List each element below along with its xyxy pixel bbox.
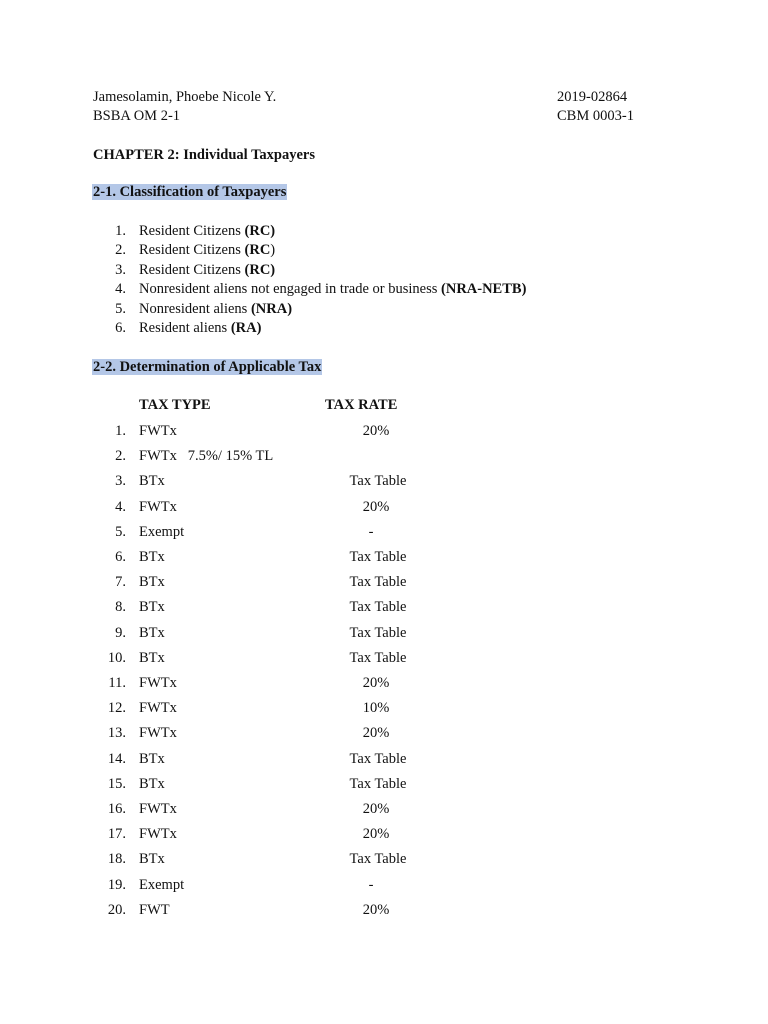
tax-type-cell: FWT: [139, 901, 170, 918]
taxpayer-abbreviation: (RC: [244, 242, 271, 259]
list-item-text: [139, 300, 292, 318]
taxpayer-label: Nonresident aliens not engaged in trade or business: [139, 281, 442, 298]
tax-type-cell: BTx: [139, 775, 165, 792]
tax-rate-cell: -: [368, 523, 374, 540]
tax-type-cell: BTx: [139, 549, 165, 565]
list-item-number: 4.: [115, 281, 126, 298]
row-number: 19.: [107, 876, 126, 893]
tax-rate-cell: 20%: [362, 423, 390, 439]
section-heading-text: 2-2. Determination of Applicable Tax: [93, 359, 322, 375]
list-item-text: [139, 241, 275, 259]
tax-type-cell: FWTx: [139, 423, 177, 439]
tax-type-cell: Exempt: [139, 876, 185, 893]
column-header-tax-type: TAX TYPE: [139, 397, 211, 413]
row-number: 3.: [115, 473, 126, 490]
row-number: 20.: [107, 901, 126, 918]
tax-rate-cell: Tax Table: [349, 851, 407, 868]
taxpayer-label: Resident Citizens: [139, 242, 245, 259]
list-item-number: 1.: [115, 223, 126, 239]
taxpayer-label: Resident Citizens: [139, 261, 245, 278]
row-number: 5.: [115, 523, 126, 540]
row-number: 6.: [115, 549, 126, 565]
tax-rate-cell: Tax Table: [349, 473, 407, 490]
row-number: 11.: [108, 675, 126, 691]
list-item-text: [139, 280, 526, 298]
taxpayer-abbreviation-tail: ): [270, 242, 276, 259]
tax-rate-cell: 20%: [362, 725, 390, 742]
tax-rate-cell: 20%: [362, 901, 390, 918]
list-item-number: 2.: [115, 242, 126, 259]
tax-rate-cell: Tax Table: [349, 775, 407, 792]
chapter-title: CHAPTER 2: Individual Taxpayers: [93, 147, 315, 163]
row-number: 4.: [115, 498, 126, 515]
column-header-tax-rate: TAX RATE: [325, 397, 398, 413]
tax-rate-cell: Tax Table: [349, 624, 407, 641]
tax-type-cell: FWTx: [139, 498, 177, 515]
list-item-number: 6.: [115, 320, 126, 336]
student-name: Jamesolamin, Phoebe Nicole Y.: [93, 89, 277, 105]
tax-type-cell: BTx: [139, 599, 165, 616]
tax-type-cell: FWTx 7.5%/ 15% TL: [139, 448, 274, 465]
row-number: 9.: [115, 624, 126, 641]
list-item-text: [139, 261, 275, 279]
tax-type-cell: BTx: [139, 624, 165, 641]
tax-rate-cell: Tax Table: [349, 750, 407, 767]
tax-rate-cell: Tax Table: [349, 599, 407, 616]
tax-type-cell: FWTx: [139, 801, 177, 817]
row-number: 17.: [107, 826, 126, 843]
row-number: 1.: [115, 423, 126, 439]
tax-rate-cell: 20%: [362, 826, 390, 843]
row-number: 2.: [115, 448, 126, 465]
taxpayer-label: Resident Citizens: [139, 223, 245, 239]
taxpayer-abbreviation: (NRA-NETB): [441, 281, 527, 298]
taxpayer-abbreviation: (RA): [230, 320, 262, 336]
list-item-number: 5.: [115, 300, 126, 317]
list-item-number: 3.: [115, 261, 126, 278]
row-number: 18.: [107, 851, 126, 868]
tax-type-cell: FWTx: [139, 826, 177, 843]
tax-rate-cell: Tax Table: [349, 649, 407, 666]
tax-rate-cell: -: [368, 876, 374, 893]
tax-type-cell: BTx: [139, 574, 165, 591]
section-heading-applicable-tax: [92, 358, 322, 376]
tax-type-cell: BTx: [139, 750, 165, 767]
tax-rate-cell: 20%: [362, 498, 390, 515]
row-number: 12.: [107, 700, 126, 717]
row-number: 13.: [107, 725, 126, 742]
section-heading-classification: [92, 183, 287, 201]
tax-rate-cell: Tax Table: [349, 549, 407, 565]
list-item-text: [139, 319, 261, 337]
row-number: 14.: [107, 750, 126, 767]
tax-type-cell: FWTx: [139, 675, 177, 691]
row-number: 10.: [107, 649, 126, 666]
taxpayer-label: Resident aliens: [139, 320, 231, 336]
tax-rate-cell: 20%: [362, 675, 390, 691]
row-number: 16.: [107, 801, 126, 817]
tax-rate-cell: 10%: [362, 700, 390, 717]
section-heading-text: 2-1. Classification of Taxpayers: [93, 184, 287, 200]
tax-type-cell: BTx: [139, 473, 165, 490]
taxpayer-abbreviation: (RC): [244, 223, 276, 239]
row-number: 15.: [107, 775, 126, 792]
student-id: 2019-02864: [557, 89, 628, 105]
tax-type-cell: Exempt: [139, 523, 185, 540]
taxpayer-abbreviation: (RC): [244, 261, 276, 278]
row-number: 8.: [115, 599, 126, 616]
program-section: BSBA OM 2-1: [93, 108, 181, 124]
tax-rate-cell: 20%: [362, 801, 390, 817]
tax-type-cell: FWTx: [139, 700, 177, 717]
tax-type-cell: FWTx: [139, 725, 177, 742]
list-item-text: [139, 222, 275, 240]
taxpayer-abbreviation: (NRA): [250, 300, 293, 317]
tax-type-cell: BTx: [139, 851, 165, 868]
taxpayer-label: Nonresident aliens: [139, 300, 251, 317]
row-number: 7.: [115, 574, 126, 591]
course-code: CBM 0003-1: [557, 108, 634, 124]
tax-type-cell: BTx: [139, 649, 165, 666]
tax-rate-cell: Tax Table: [349, 574, 407, 591]
